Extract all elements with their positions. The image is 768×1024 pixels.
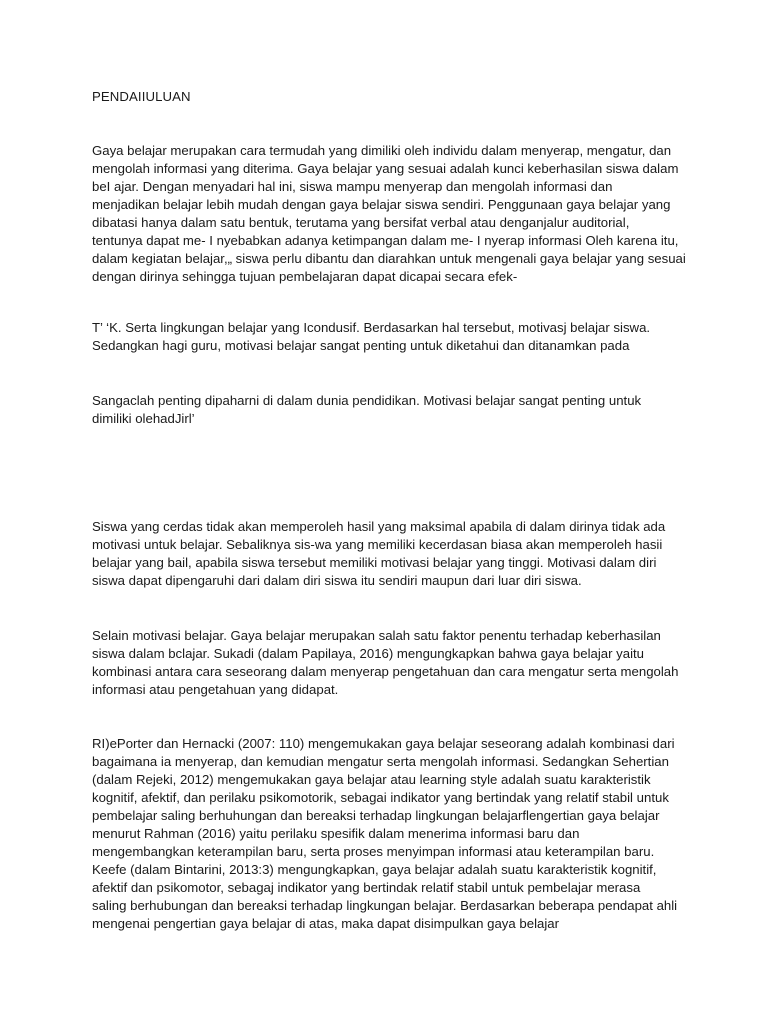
text-line: siswa dapat dipengaruhi dari dalam diri siswa itu sendiri maupun dari luar diri siswa. [92, 573, 582, 588]
text-line: Selain motivasi belajar. Gaya belajar merupakan salah satu faktor penentu terhadap keberhasilan [92, 628, 661, 643]
document-heading: PENDAIIULUAN [92, 89, 191, 104]
text-line: kognitif, afektif, dan perilaku psikomotorik, sebagai indikator yang bertindak yang relatif stabil untuk [92, 790, 669, 805]
paragraph-selain-motivasi [92, 627, 692, 699]
text-line: kombinasi antara cara seseorang dalam menyerap pengetahuan dan cara mengatur serta mengolah [92, 664, 679, 679]
text-line: menjadikan belajar lebih mudah dengan gaya belajar siswa sendiri. Penggunaan gaya belajar yang [92, 197, 671, 212]
text-line: (dalam Rejeki, 2012) mengemukakan gaya belajar atau learning style adalah suatu karakteristik [92, 772, 651, 787]
text-line: beI ajar. Dengan menyadari hal ini, siswa mampu menyerap dan mengolah informasi dan [92, 179, 613, 194]
text-line: informasi atau pengetahuan yang didapat. [92, 682, 339, 697]
text-line: belajar yang bail, apabila siswa tersebut memiliki motivasi belajar yang tinggi. Motivasi dalam diri [92, 555, 657, 570]
paragraph-motivasi-penting [92, 392, 692, 428]
text-line: Gaya belajar merupakan cara termudah yang dimiliki oleh individu dalam menyerap, mengatur, dan [92, 143, 672, 158]
text-line: dibatasi hanya dalam satu bentuk, terutama yang bersifat verbal atau denganjalur auditorial, [92, 215, 630, 230]
text-line: dimiliki olehadJirl’ [92, 411, 195, 426]
text-line: afektif dan psikomotor, sebagaj indikator yang bertindak relatif stabil untuk pembelajar merasa [92, 880, 641, 895]
text-line: mengolah informasi yang diterima. Gaya belajar yang sesuai adalah kunci keberhasilan siswa dalam [92, 161, 679, 176]
text-line: dalam kegiatan belajar,„ siswa perlu dibantu dan diarahkan untuk mengenali gaya belajar yang sesuai [92, 251, 686, 266]
text-line: saling berhubungan dan bereaksi terhadap lingkungan belajar. Berdasarkan beberapa pendapat ahli [92, 898, 678, 913]
text-line: mengenai pengertian gaya belajar di atas, maka dapat disimpulkan gaya belajar [92, 916, 559, 931]
paragraph-gaya-belajar-intro [92, 142, 692, 286]
text-line: RI)ePorter dan Hernacki (2007: 110) mengemukakan gaya belajar seseorang adalah kombinasi dari [92, 736, 675, 751]
text-line: motivasi untuk belajar. Sebaliknya sis-wa yang memiliki kecerdasan biasa akan memperoleh hasii [92, 537, 663, 552]
text-line: dengan dirinya sehingga tujuan pembelajaran dapat dicapai secara efek- [92, 269, 518, 284]
text-line: mengembangkan keterampilan baru, serta proses menyimpan informasi atau keterampilan baru. [92, 844, 655, 859]
text-line: Sedangkan hagi guru, motivasi belajar sangat penting untuk diketahui dan ditanamkan pada [92, 338, 630, 353]
text-line: bagaimana ia menyerap, dan kemudian mengatur serta mengolah informasi. Sedangkan Sehertian [92, 754, 669, 769]
text-line: siswa dalam bclajar. Sukadi (dalam Papilaya, 2016) mengungkapkan bahwa gaya belajar yaitu [92, 646, 645, 661]
text-line: T’ ‘K. Serta lingkungan belajar yang Icondusif. Berdasarkan hal tersebut, motivasj belajar siswa. [92, 320, 651, 335]
paragraph-lingkungan-belajar [92, 319, 692, 355]
paragraph-siswa-cerdas [92, 518, 692, 590]
text-line: tentunya dapat me- I nyebabkan adanya ketimpangan dalam me- I nyerap informasi Oleh karena itu, [92, 233, 679, 248]
text-line: Siswa yang cerdas tidak akan memperoleh hasil yang maksimal apabila di dalam dirinya tidak ada [92, 519, 666, 534]
paragraph-deporter-hernacki [92, 735, 692, 933]
text-line: pembelajar saling berhuhungan dan bereaksi terhadap lingkungan belajarflengertian gaya belajar [92, 808, 660, 823]
text-line: menurut Rahman (2016) yaitu perilaku spesifik dalam menerima informasi baru dan [92, 826, 580, 841]
text-line: Keefe (dalam Bintarini, 2013:3) mengungkapkan, gaya belajar adalah suatu karakteristik kognitif, [92, 862, 657, 877]
text-line: Sangaclah penting dipaharni di dalam dunia pendidikan. Motivasi belajar sangat penting untuk [92, 393, 642, 408]
